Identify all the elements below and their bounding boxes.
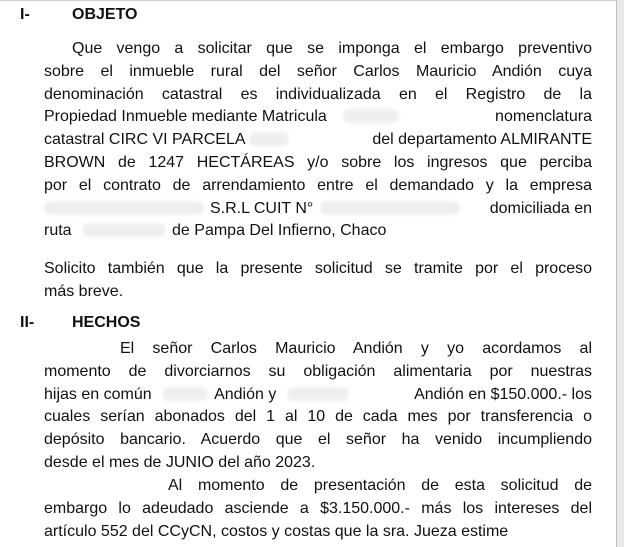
text-fragment: de Pampa Del Infierno, Chaco xyxy=(172,222,387,240)
text-fragment: nomenclatura xyxy=(495,108,592,126)
text-line: cuales serían abonados del 1 al 10 de cada mes por transferencia o xyxy=(44,408,592,426)
text-line: denominación catastral es individualizada en el Registro de la xyxy=(44,85,592,103)
text-fragment: Propiedad Inmueble mediante Matricula xyxy=(44,108,327,126)
section-heading-hechos xyxy=(20,312,140,334)
hechos-paragraph-2 xyxy=(44,475,592,543)
text-fragment: S.R.L CUIT N° xyxy=(210,199,314,217)
section-number: I- xyxy=(20,6,30,23)
redacted-block xyxy=(162,387,208,401)
text-line: embargo lo adeudado asciende a $3.150.000.- más los intereses del xyxy=(44,499,592,517)
redacted-block xyxy=(44,201,204,215)
text-line: desde el mes de JUNIO del año 2023. xyxy=(44,453,316,471)
text-fragment: hijas en común xyxy=(44,385,152,403)
text-fragment: ruta xyxy=(44,222,72,240)
objeto-paragraph-1 xyxy=(44,38,592,243)
text-line: BROWN de 1247 HECTÁREAS y/o sobre los ingresos que perciba xyxy=(44,153,592,171)
text-line xyxy=(44,129,592,152)
text-line xyxy=(44,220,592,243)
text-fragment: Andión y xyxy=(214,385,277,403)
text-fragment: del departamento ALMIRANTE xyxy=(372,131,592,149)
text-fragment: catastral CIRC VI PARCELA xyxy=(44,131,245,149)
section-number: II- xyxy=(20,314,35,331)
section-heading-objeto xyxy=(20,4,138,26)
text-line: artículo 552 del CCyCN, costos y costas que la sra. Jueza estime xyxy=(44,522,509,540)
text-line: El señor Carlos Mauricio Andión y yo acordamos al xyxy=(120,340,592,357)
objeto-paragraph-2 xyxy=(44,258,592,304)
text-line xyxy=(44,198,592,221)
text-line xyxy=(44,384,592,407)
text-fragment: Andión en $150.000.- los xyxy=(414,385,592,403)
text-line: sobre el inmueble rural del señor Carlos Mauricio Andión cuya xyxy=(44,62,592,80)
redacted-block xyxy=(343,109,399,123)
text-line: Que vengo a solicitar que se imponga el embargo preventivo xyxy=(72,40,592,57)
text-line: momento de divorciarnos su obligación alimentaria por nuestras xyxy=(44,362,592,380)
redacted-block xyxy=(249,132,289,146)
redacted-block xyxy=(82,223,166,237)
redacted-block xyxy=(287,387,349,401)
section-title: OBJETO xyxy=(72,6,138,23)
text-line: Solicito también que la presente solicitud se tramite por el proceso xyxy=(44,260,592,277)
text-line: por el contrato de arrendamiento entre el demandado y la empresa xyxy=(44,176,592,194)
text-fragment: domiciliada en xyxy=(489,199,592,217)
text-line: depósito bancario. Acuerdo que el señor ha venido incumpliendo xyxy=(44,431,592,449)
redacted-block xyxy=(320,201,460,215)
section-title: HECHOS xyxy=(72,314,141,331)
hechos-paragraph-1 xyxy=(44,338,592,475)
text-line xyxy=(44,106,592,129)
text-line: Al momento de presentación de esta solicitud de xyxy=(168,477,592,494)
text-line: más breve. xyxy=(44,282,124,300)
